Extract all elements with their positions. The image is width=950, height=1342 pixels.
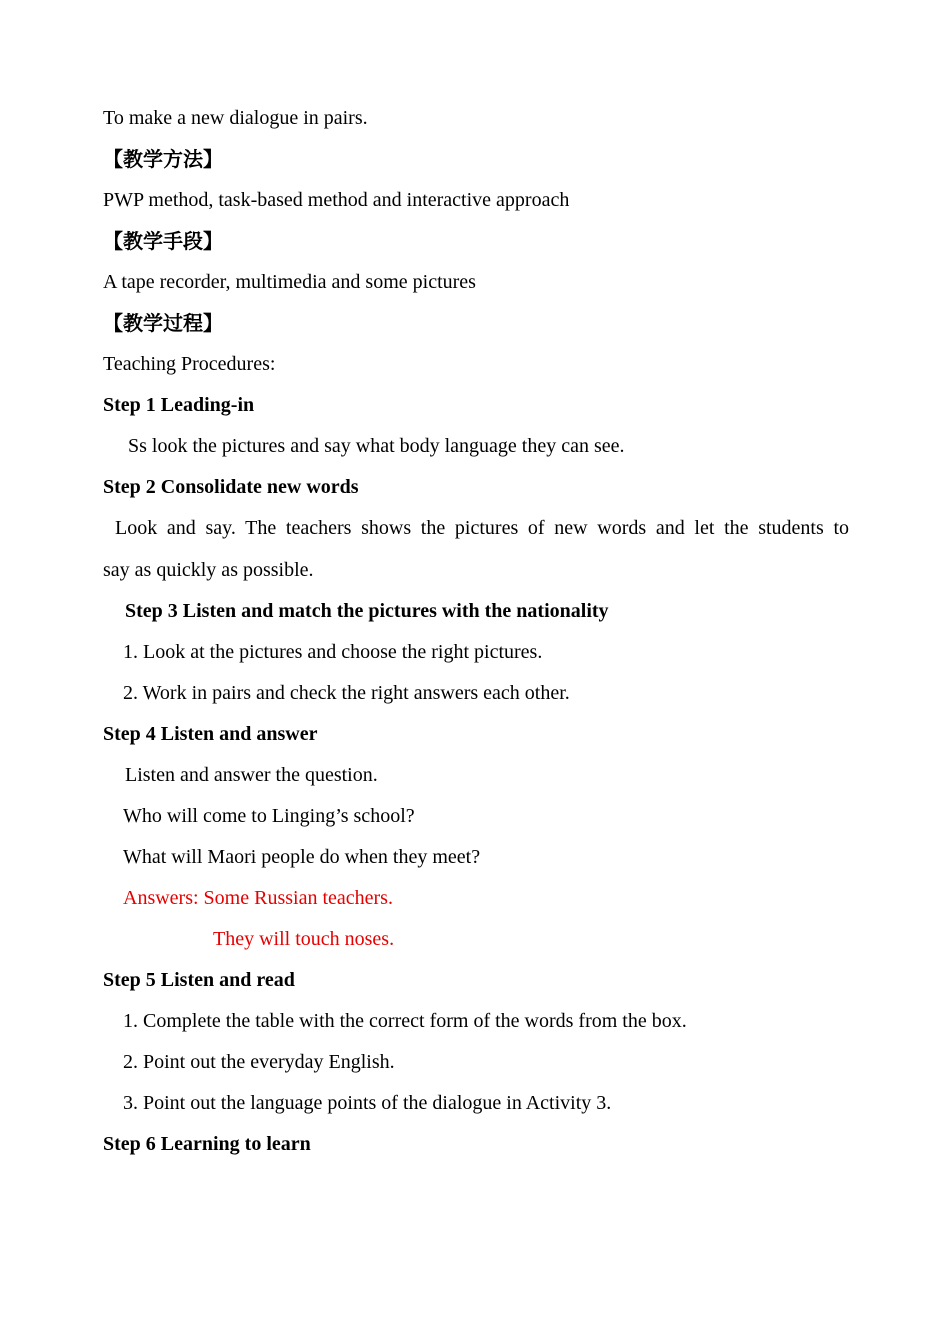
step5-item-1: 1. Complete the table with the correct form of the words from the box. [123,1010,687,1032]
step6-title: Step 6 Learning to learn [103,1133,311,1155]
step4-answer-2: They will touch noses. [213,928,395,950]
step3-title: Step 3 Listen and match the pictures with the nationality [125,600,609,622]
step2-title: Step 2 Consolidate new words [103,476,359,498]
heading-teaching-method: 【教学方法】 [103,147,223,171]
teaching-means-text: A tape recorder, multimedia and some pictures [103,271,476,293]
objective-text: To make a new dialogue in pairs. [103,107,368,129]
step4-title: Step 4 Listen and answer [103,723,318,745]
teaching-procedures-label: Teaching Procedures: [103,353,276,375]
step2-text-line2: say as quickly as possible. [103,559,314,581]
step4-question-1: Who will come to Linging’s school? [123,805,415,827]
step5-title: Step 5 Listen and read [103,969,295,991]
step4-text: Listen and answer the question. [125,764,378,786]
step3-item-1: 1. Look at the pictures and choose the right pictures. [123,641,543,663]
step4-question-2: What will Maori people do when they meet? [123,846,481,868]
heading-teaching-process: 【教学过程】 [103,311,223,335]
step1-title: Step 1 Leading-in [103,394,255,416]
step1-text: Ss look the pictures and say what body language they can see. [128,435,625,457]
step5-item-2: 2. Point out the everyday English. [123,1051,395,1073]
step4-answer-1: Answers: Some Russian teachers. [123,887,393,909]
step3-item-2: 2. Work in pairs and check the right answers each other. [123,682,570,704]
step2-text-line1 [103,515,849,541]
teaching-method-text: PWP method, task-based method and interactive approach [103,189,570,211]
step5-item-3: 3. Point out the language points of the dialogue in Activity 3. [123,1092,612,1114]
heading-teaching-means: 【教学手段】 [103,229,223,253]
step2-text-a: Look and say. The teachers shows the pictures of new words and let the students to [115,517,849,539]
